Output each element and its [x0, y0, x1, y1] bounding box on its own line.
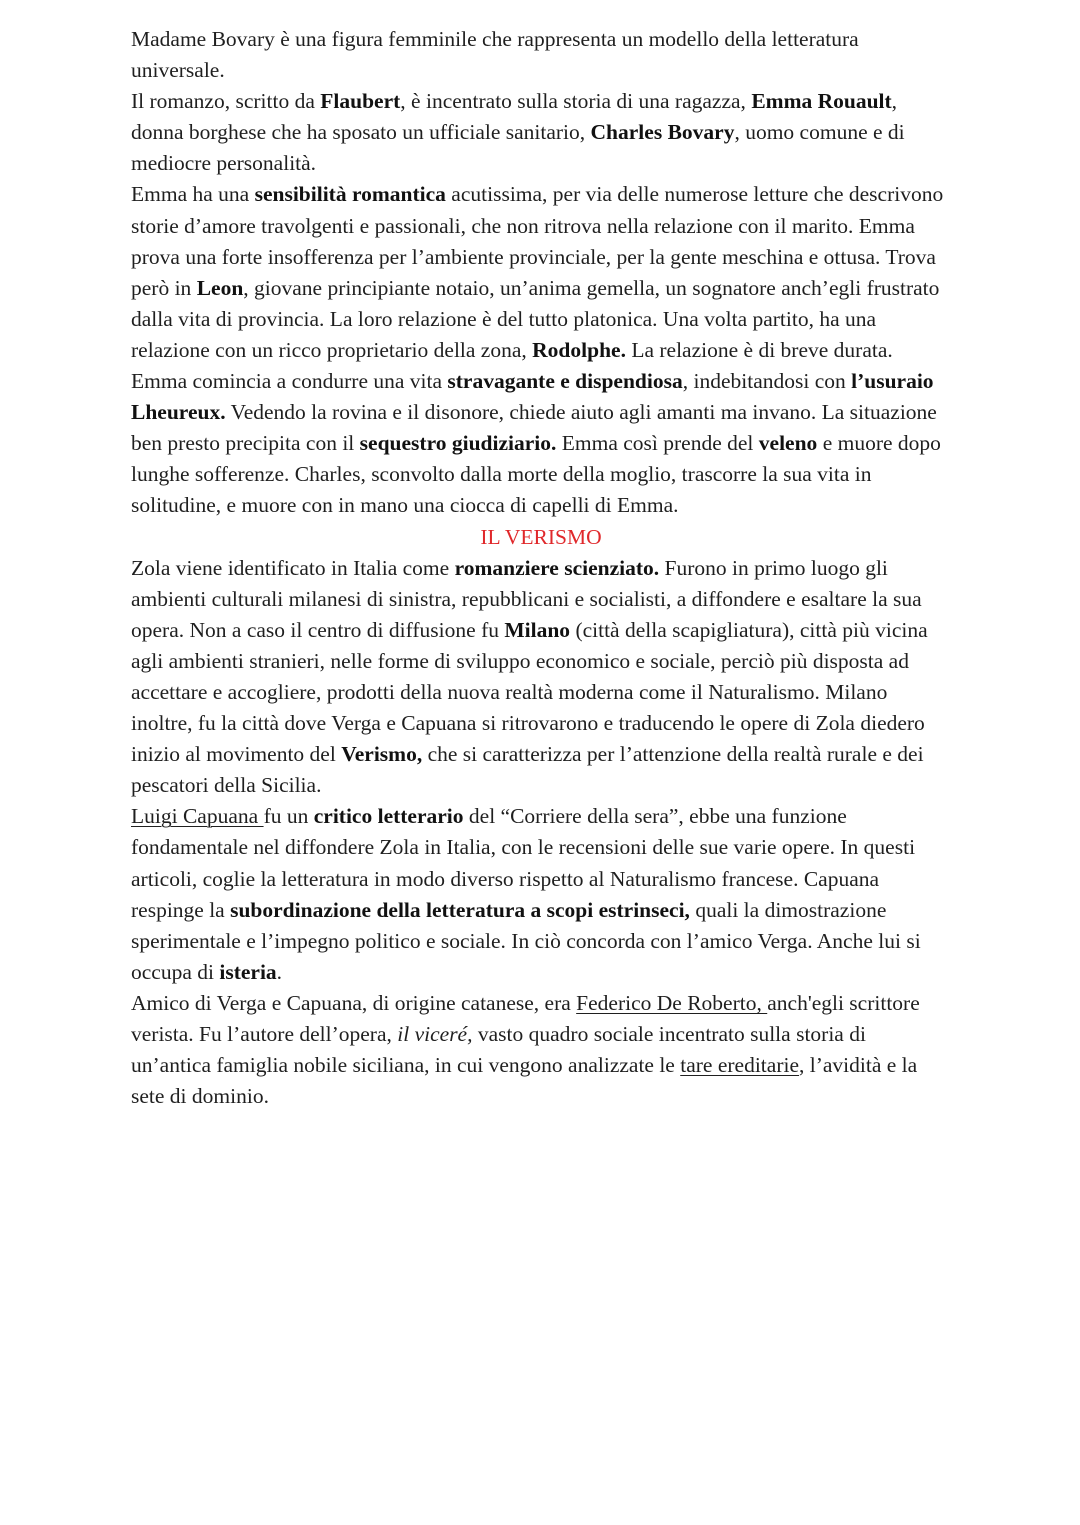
- italic-text: il viceré,: [397, 1022, 473, 1046]
- text-run: (città della scapigliatura), città più vicina agli ambienti stranieri, nelle forme di sviluppo economico e sociale, perciò più disposta ad accettare e accogliere, prodotti della nuova realtà moderna come il Naturalismo. Milano inoltre, fu la città dove Verga e Capuana si ritrovarono e traducendo le opere di Zola diedero inizio al movimento del: [131, 617, 928, 767]
- underlined-text: Federico De Roberto,: [576, 990, 768, 1015]
- bold-text: Verismo,: [341, 742, 423, 767]
- bold-text: isteria: [219, 959, 277, 984]
- document-page: [131, 24, 951, 1112]
- bold-text: Emma Rouault: [751, 89, 892, 114]
- text-run: fu un: [263, 804, 314, 829]
- bold-text: sequestro giudiziario.: [359, 431, 557, 456]
- bold-text: subordinazione della letteratura a scopi estrinseci,: [230, 897, 690, 922]
- text-run: del “Corriere della sera”, ebbe una funzione fondamentale nel diffondere Zola in Italia, con le recensioni delle sue varie opere. In questi articoli, coglie la letteratura in modo diverso rispetto al Naturalismo francese. Capuana respinge la: [131, 804, 916, 922]
- paragraph-de-roberto: [131, 988, 951, 1112]
- bold-text: critico letterario: [313, 804, 464, 829]
- paragraph-capuana: [131, 801, 951, 988]
- text-run: quali la dimostrazione sperimentale e l’impegno politico e sociale. In ciò concorda con l’amico Verga. Anche lui si occupa di: [131, 897, 921, 984]
- text-run: , l’avidità e la sete di dominio.: [131, 1053, 918, 1109]
- text-run: , donna borghese che ha sposato un ufficiale sanitario,: [131, 89, 898, 145]
- text-run: anch'egli scrittore verista. Fu l’autore dell’opera,: [131, 990, 920, 1046]
- section-heading-verismo: IL VERISMO: [480, 524, 602, 549]
- bold-text: romanziere scienziato.: [454, 555, 660, 580]
- text-run: Il romanzo, scritto da: [131, 89, 321, 114]
- paragraph-bovary-plot: [131, 179, 951, 521]
- bold-text: Milano: [504, 617, 571, 642]
- underlined-text: Luigi Capuana: [131, 804, 264, 829]
- text-run: Furono in primo luogo gli ambienti culturali milanesi di sinistra, repubblicani e socialisti, a diffondere e esaltare la sua opera. Non a caso il centro di diffusione fu: [131, 555, 922, 642]
- bold-text: Rodolphe.: [532, 337, 626, 362]
- bold-text: Leon: [196, 275, 244, 300]
- text-run: Amico di Verga e Capuana, di origine catanese, era: [131, 990, 577, 1015]
- text-run: Emma ha una: [131, 182, 255, 207]
- text-run: che si caratterizza per l’attenzione della realtà rurale e dei pescatori della Sicilia.: [131, 742, 924, 798]
- paragraph-zola-italy: [131, 553, 951, 802]
- paragraph-bovary-plot-setup: [131, 86, 951, 179]
- text-run: .: [276, 959, 283, 984]
- bold-text: l’usuraio Lheureux.: [131, 369, 934, 425]
- text-run: , indebitandosi con: [682, 369, 852, 394]
- paragraph-bovary-intro: [131, 24, 951, 86]
- text-run: , è incentrato sulla storia di una ragazza,: [400, 89, 752, 114]
- text-run: Madame Bovary è una figura femminile che rappresenta un modello della letteratura universale.: [131, 27, 859, 83]
- bold-text: sensibilità romantica: [254, 182, 446, 207]
- bold-text: Charles Bovary: [590, 120, 735, 145]
- bold-text: stravagante e dispendiosa: [447, 369, 683, 394]
- text-run: acutissima, per via delle numerose letture che descrivono storie d’amore travolgenti e passionali, che non ritrova nella relazione con il marito. Emma prova una forte insofferenza per l’ambiente provinciale, per la gente meschina e ottusa. Trova però in: [131, 182, 944, 300]
- underlined-text: tare ereditarie: [680, 1053, 799, 1078]
- text-run: Vedendo la rovina e il disonore, chiede aiuto agli amanti ma invano. La situazione ben presto precipita con il: [131, 400, 937, 456]
- text-run: Zola viene identificato in Italia come: [131, 555, 455, 580]
- text-run: Emma così prende del: [556, 431, 759, 456]
- text-run: vasto quadro sociale incentrato sulla storia di un’antica famiglia nobile siciliana, in cui vengono analizzate le: [131, 1022, 866, 1078]
- bold-text: Flaubert: [320, 89, 401, 114]
- text-run: La relazione è di breve durata. Emma comincia a condurre una vita: [131, 337, 893, 394]
- text-run: e muore dopo lunghe sofferenze. Charles, sconvolto dalla morte della moglio, trascorre la sua vita in solitudine, e muore con in mano una ciocca di capelli di Emma.: [131, 431, 941, 518]
- text-run: , giovane principiante notaio, un’anima gemella, un sognatore anch’egli frustrato dalla vita di provincia. La loro relazione è del tutto platonica. Una volta partito, ha una relazione con un ricco proprietario della zona,: [131, 275, 940, 362]
- bold-text: veleno: [758, 431, 818, 456]
- text-run: , uomo comune e di mediocre personalità.: [131, 120, 905, 176]
